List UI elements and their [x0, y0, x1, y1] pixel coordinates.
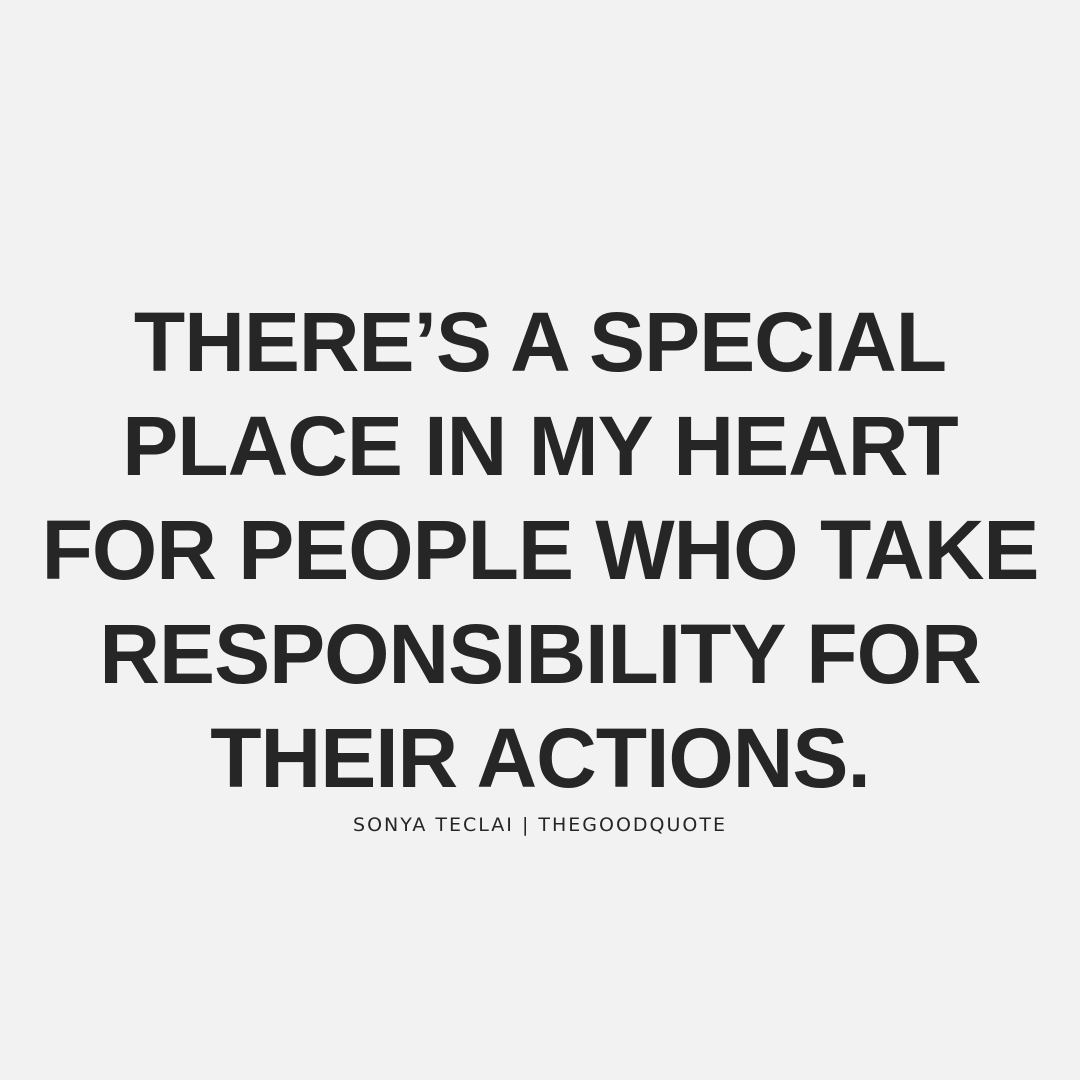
quote-line: FOR PEOPLE WHO TAKE	[41, 503, 1039, 597]
attribution: SONYA TECLAI | THEGOODQUOTE	[353, 814, 727, 836]
quote-line: RESPONSIBILITY FOR	[99, 607, 981, 701]
quote-line: PLACE IN MY HEART	[122, 399, 958, 493]
quote-line: THEIR ACTIONS.	[210, 711, 870, 805]
quote-text	[0, 290, 1080, 810]
quote-line: THERE’S A SPECIAL	[133, 295, 947, 389]
